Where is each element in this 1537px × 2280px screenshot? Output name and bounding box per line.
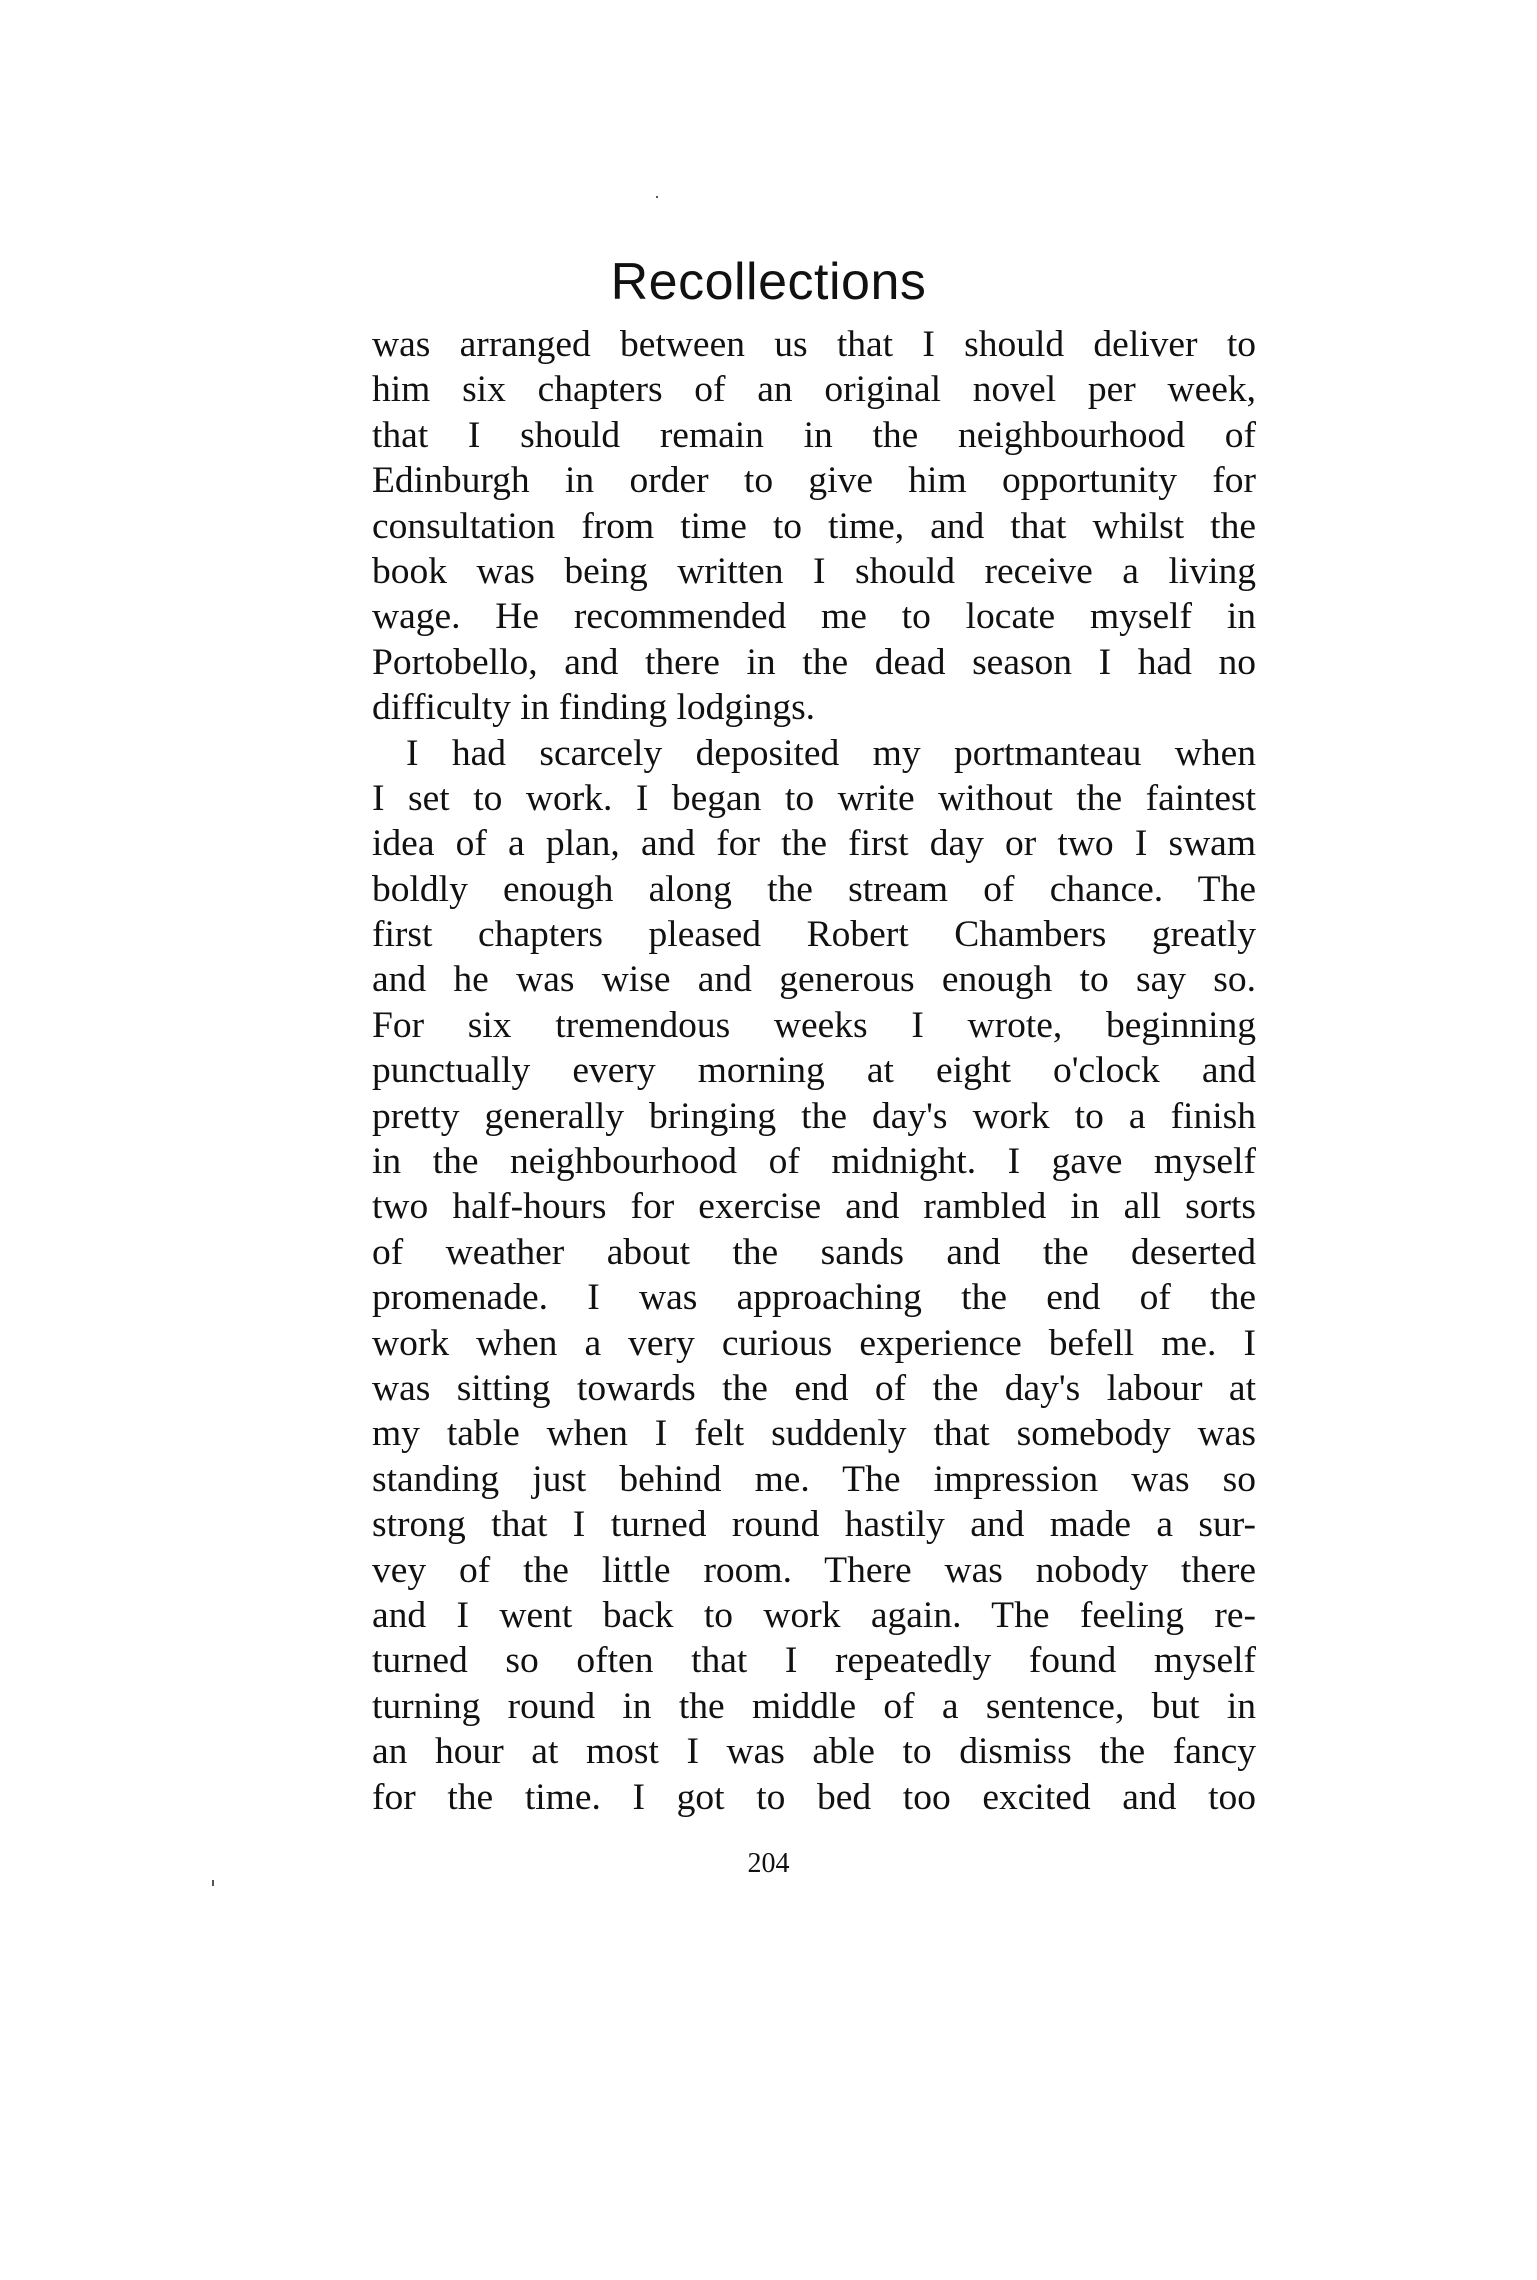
text-line: turned so often that I repeatedly found myself bbox=[372, 1640, 1256, 1682]
text-line: idea of a plan, and for the first day or two I swam bbox=[372, 823, 1256, 865]
text-line: consultation from time to time, and that whilst the bbox=[372, 505, 1256, 547]
text-line: of weather about the sands and the deserted bbox=[372, 1231, 1256, 1273]
text-line: Edinburgh in order to give him opportunity for bbox=[372, 460, 1256, 502]
text-line: my table when I felt suddenly that somebody was bbox=[372, 1413, 1256, 1455]
text-line: punctually every morning at eight o'clock and bbox=[372, 1050, 1256, 1092]
text-line: I set to work. I began to write without the faintest bbox=[372, 777, 1256, 819]
text-line: was arranged between us that I should deliver to bbox=[372, 324, 1256, 365]
text-line: book was being written I should receive a living bbox=[372, 550, 1256, 592]
scan-speck-top bbox=[656, 196, 658, 198]
text-line: and I went back to work again. The feeling re- bbox=[372, 1594, 1256, 1636]
running-head-title: Recollections bbox=[610, 253, 927, 311]
text-line: him six chapters of an original novel per week, bbox=[372, 369, 1256, 411]
text-line: first chapters pleased Robert Chambers greatly bbox=[372, 914, 1256, 956]
text-line: wage. He recommended me to locate myself in bbox=[372, 596, 1256, 638]
text-line: for the time. I got to bed too excited and too bbox=[372, 1776, 1256, 1818]
text-line: in the neighbourhood of midnight. I gave myself bbox=[372, 1141, 1256, 1183]
text-line: difficulty in finding lodgings. bbox=[372, 687, 816, 729]
scan-speck-left bbox=[212, 1880, 214, 1886]
text-line: boldly enough along the stream of chance. The bbox=[372, 868, 1256, 910]
text-line: Portobello, and there in the dead season I had no bbox=[372, 641, 1256, 683]
text-line: an hour at most I was able to dismiss the fancy bbox=[372, 1731, 1256, 1773]
text-line: For six tremendous weeks I wrote, beginning bbox=[372, 1004, 1256, 1046]
text-line: work when a very curious experience befell me. I bbox=[372, 1322, 1256, 1364]
text-line: and he was wise and generous enough to say so. bbox=[372, 959, 1256, 1001]
text-line: that I should remain in the neighbourhood of bbox=[372, 414, 1256, 456]
page-number: 204 bbox=[747, 1848, 790, 1879]
text-line: promenade. I was approaching the end of the bbox=[372, 1277, 1256, 1319]
text-line: two half-hours for exercise and rambled in all sorts bbox=[372, 1186, 1256, 1228]
text-line: standing just behind me. The impression was so bbox=[372, 1458, 1256, 1500]
text-line: strong that I turned round hastily and made a sur- bbox=[372, 1504, 1256, 1546]
text-line: I had scarcely deposited my portmanteau when bbox=[406, 732, 1256, 774]
text-line: turning round in the middle of a sentence, but in bbox=[372, 1685, 1256, 1727]
text-line: pretty generally bringing the day's work to a finish bbox=[372, 1095, 1256, 1137]
paragraph bbox=[372, 322, 1256, 731]
text-line: was sitting towards the end of the day's labour at bbox=[372, 1367, 1256, 1409]
body-text bbox=[372, 322, 1256, 1820]
paragraph bbox=[372, 731, 1256, 1820]
text-line: vey of the little room. There was nobody there bbox=[372, 1549, 1256, 1591]
